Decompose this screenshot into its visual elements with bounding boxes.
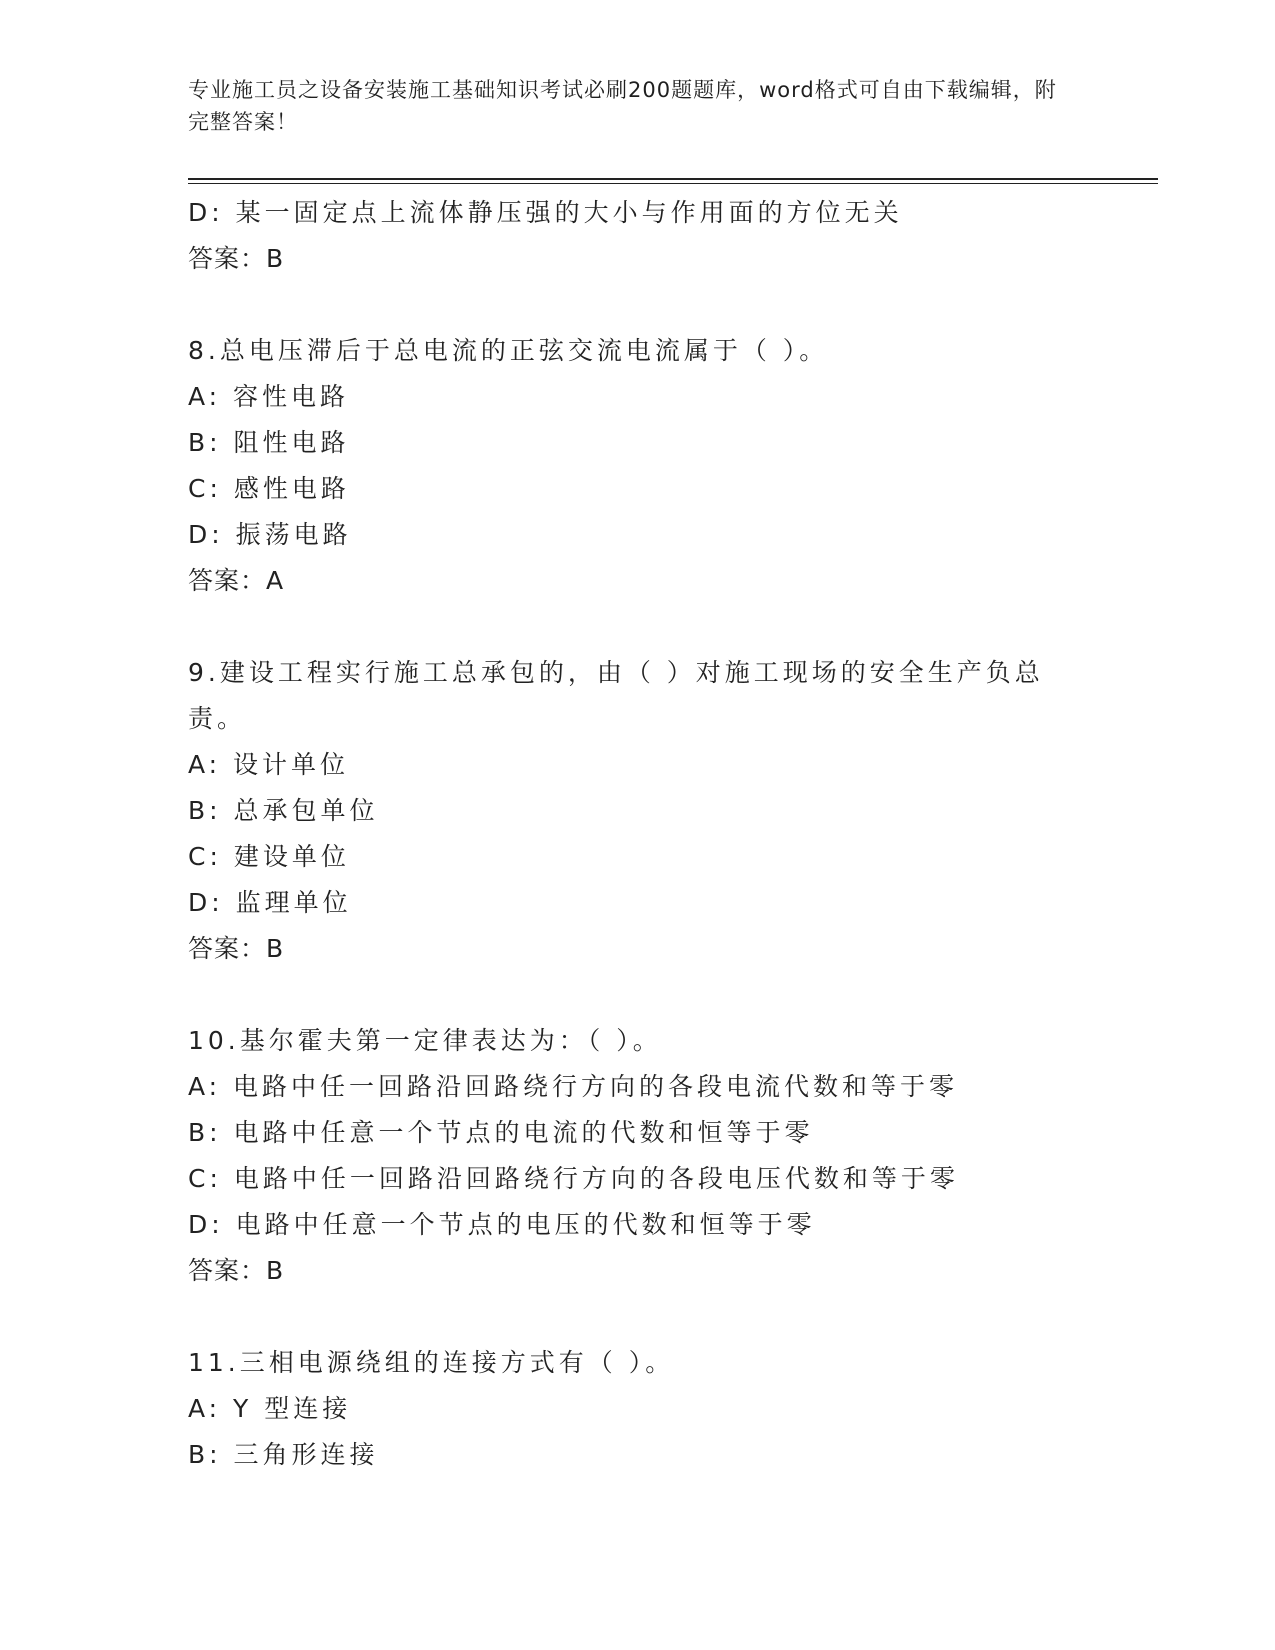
q11-option-b: B: 三角形连接 [188,1440,379,1469]
prev-option-d: D: 某一固定点上流体静压强的大小与作用面的方位无关 [188,198,903,227]
q11-option-a: A: Y 型连接 [188,1394,352,1423]
header-divider-thick [188,178,1158,180]
q9-stem: 9.建设工程实行施工总承包的，由（ ）对施工现场的安全生产负总责。 [188,658,1044,733]
q10-option-a: A: 电路中任一回路沿回路绕行方向的各段电流代数和等于零 [188,1072,959,1101]
q9-option-a: A: 设计单位 [188,750,350,779]
document-header: 专业施工员之设备安装施工基础知识考试必刷200题题库，word格式可自由下载编辑，附完整答案！ [188,78,1057,134]
header-divider-thin [188,183,1158,184]
q9-answer: 答案：B [188,934,285,963]
q8-answer: 答案：A [188,566,285,595]
q8-stem: 8.总电压滞后于总电流的正弦交流电流属于（ ）。 [188,336,829,365]
q9-option-d: D: 监理单位 [188,888,352,917]
q10-option-c: C: 电路中任一回路沿回路绕行方向的各段电压代数和等于零 [188,1164,959,1193]
prev-answer: 答案：B [188,244,285,273]
q10-answer: 答案：B [188,1256,285,1285]
q8-option-c: C: 感性电路 [188,474,350,503]
q9-option-b: B: 总承包单位 [188,796,379,825]
q8-option-a: A: 容性电路 [188,382,350,411]
q10-option-d: D: 电路中任意一个节点的电压的代数和恒等于零 [188,1210,816,1239]
question-list [188,190,1088,1478]
q10-option-b: B: 电路中任意一个节点的电流的代数和恒等于零 [188,1118,814,1147]
q9-option-c: C: 建设单位 [188,842,350,871]
q10-stem: 10.基尔霍夫第一定律表达为：（ ）。 [188,1026,662,1055]
q8-option-d: D: 振荡电路 [188,520,352,549]
q8-option-b: B: 阻性电路 [188,428,350,457]
q11-stem: 11.三相电源绕组的连接方式有（ ）。 [188,1348,675,1377]
